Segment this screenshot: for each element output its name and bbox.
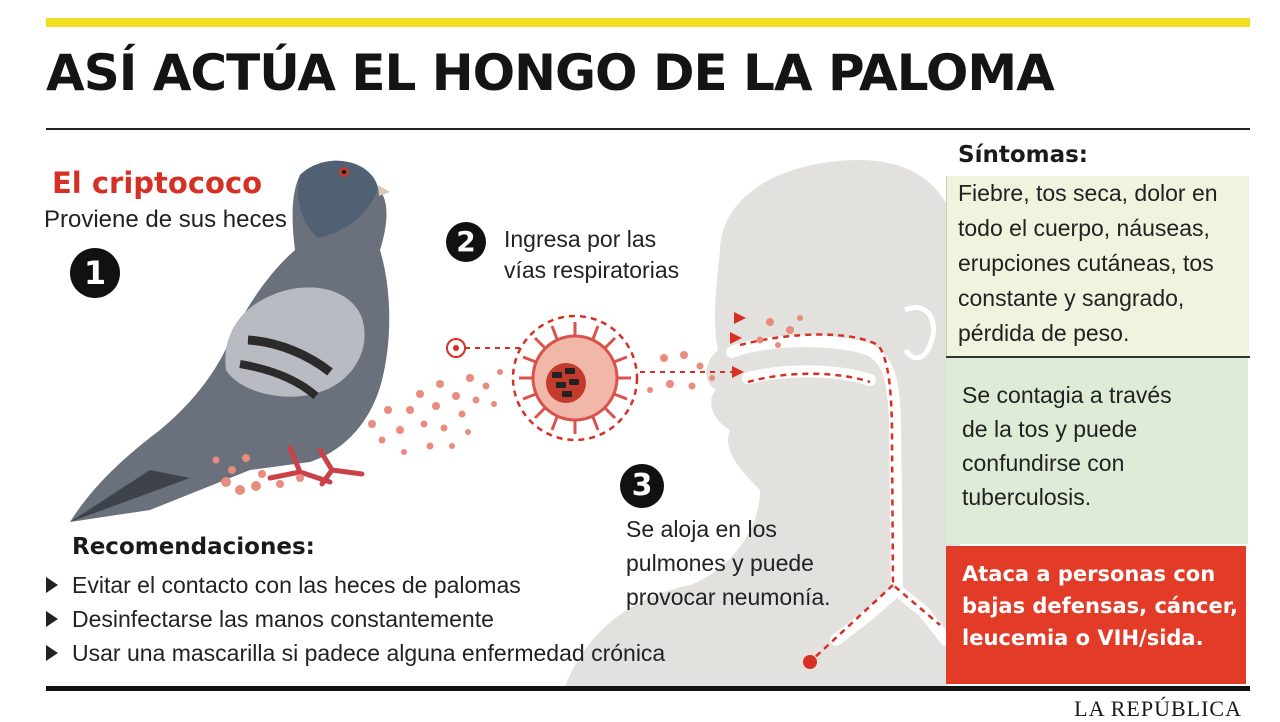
symptoms-line: erupciones cutáneas, tos	[958, 250, 1214, 276]
recommendation-item	[46, 568, 665, 602]
bottom-rule	[46, 686, 1250, 691]
contagion-line: de la tos y puede	[962, 416, 1138, 442]
source-credit: LA REPÚBLICA	[1074, 696, 1242, 721]
criptococo-description: Proviene de sus heces	[44, 206, 287, 233]
bullet-triangle-icon	[46, 611, 58, 627]
contagion-line: tuberculosis.	[962, 484, 1092, 510]
step-3-line: provocar neumonía.	[626, 584, 831, 610]
recommendation-text: Usar una mascarilla si padece alguna enfermedad crónica	[72, 640, 666, 666]
step-3-badge: 3	[620, 464, 664, 508]
symptoms-text	[958, 176, 1246, 351]
contagion-line: Se contagia a través	[962, 382, 1172, 408]
symptoms-line: constante y sangrado,	[958, 285, 1185, 311]
symptoms-line: Fiebre, tos seca, dolor en	[958, 180, 1218, 206]
symptoms-line: todo el cuerpo, náuseas,	[958, 215, 1210, 241]
recommendation-item	[46, 636, 665, 670]
contagion-line: confundirse con	[962, 450, 1125, 476]
step-1-badge: 1	[70, 248, 120, 298]
symptoms-box	[946, 176, 1249, 356]
step-3-line: pulmones y puede	[626, 550, 814, 576]
step-2-badge: 2	[446, 222, 486, 262]
fungus-cell-icon	[513, 316, 637, 440]
bullet-triangle-icon	[46, 577, 58, 593]
symptoms-title: Síntomas:	[958, 142, 1088, 168]
bullet-triangle-icon	[46, 645, 58, 661]
step-3-line: Se aloja en los	[626, 516, 777, 542]
risk-line: bajas defensas, cáncer,	[962, 594, 1238, 618]
step-2-line: vías respiratorias	[504, 257, 680, 283]
step-2-text	[504, 224, 734, 286]
risk-text	[962, 558, 1238, 654]
risk-line: leucemia o VIH/sida.	[962, 626, 1204, 650]
lung-endpoint-dot	[803, 655, 817, 669]
recommendations-title: Recomendaciones:	[72, 534, 315, 560]
top-accent-bar	[46, 18, 1250, 27]
criptococo-title: El criptococo	[52, 166, 263, 200]
recommendation-text: Desinfectarse las manos constantemente	[72, 606, 494, 632]
recommendation-item	[46, 602, 665, 636]
risk-line: Ataca a personas con	[962, 562, 1216, 586]
step-2-line: Ingresa por las	[504, 226, 657, 252]
risk-box	[946, 546, 1246, 684]
recommendations-list	[46, 568, 665, 670]
contagion-box	[946, 358, 1248, 544]
page-title: ASÍ ACTÚA EL HONGO DE LA PALOMA	[46, 44, 1054, 102]
symptoms-line: pérdida de peso.	[958, 320, 1130, 346]
recommendation-text: Evitar el contacto con las heces de palomas	[72, 572, 521, 598]
contagion-text	[962, 378, 1232, 514]
